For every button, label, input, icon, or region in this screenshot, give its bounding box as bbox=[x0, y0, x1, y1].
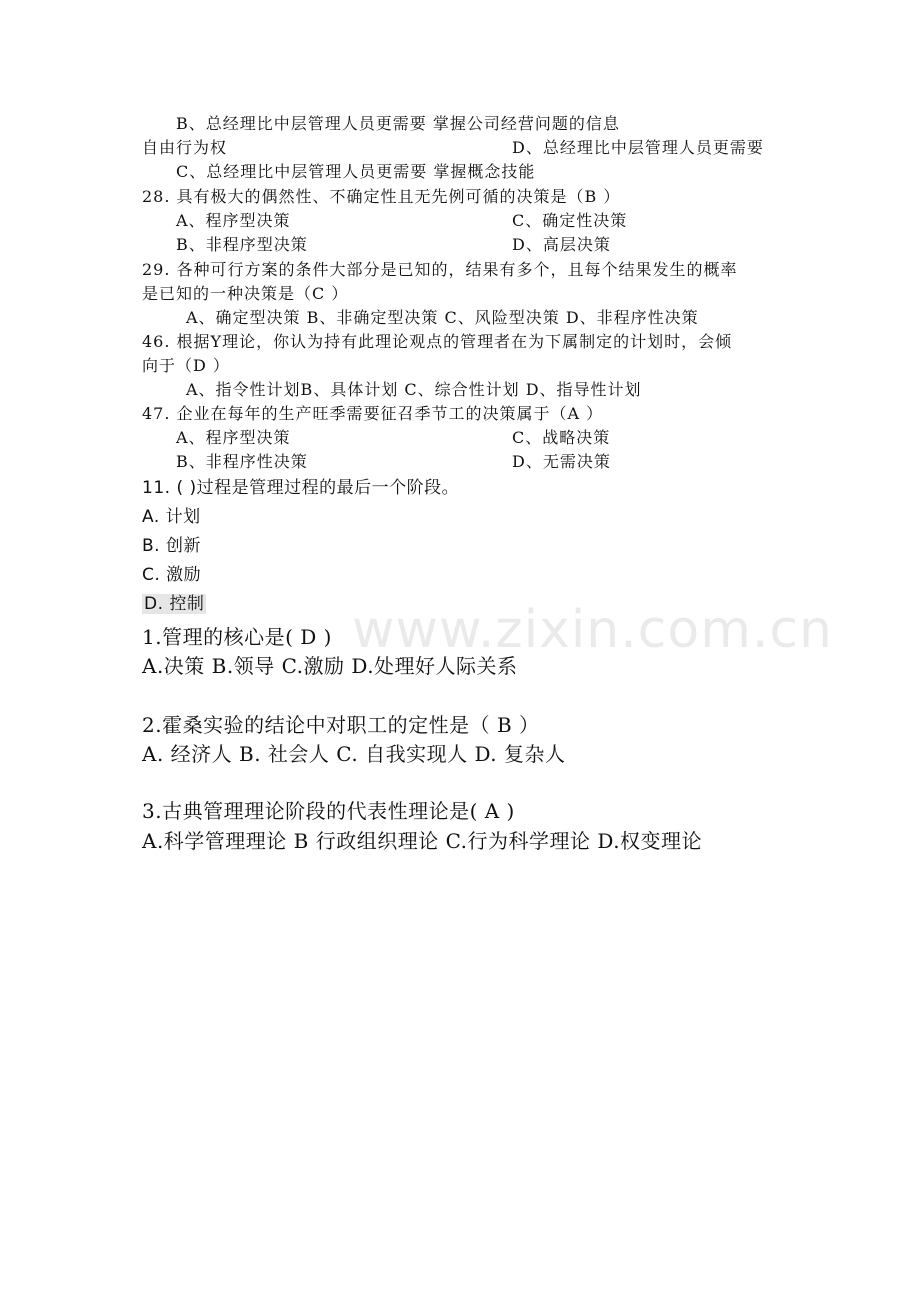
question-29-cont: 是已知的一种决策是（C ） bbox=[142, 284, 349, 303]
option-line: A、确定型决策 B、非确定型决策 C、风险型决策 D、非程序性决策 bbox=[186, 308, 699, 327]
option-line: C、总经理比中层管理人员更需要 掌握概念技能 bbox=[176, 162, 536, 181]
option-line: D、总经理比中层管理人员更需要 bbox=[512, 138, 764, 157]
option-line: A. 经济人 B. 社会人 C. 自我实现人 D. 复杂人 bbox=[142, 742, 566, 766]
option-line: A. 计划 bbox=[142, 507, 201, 527]
option-line: B、非程序型决策 bbox=[176, 235, 308, 254]
option-line: B. 创新 bbox=[142, 536, 201, 556]
option-line: A、程序型决策 bbox=[176, 211, 291, 230]
option-line: D、无需决策 bbox=[512, 452, 611, 471]
highlighted-option: D. 控制 bbox=[144, 594, 205, 614]
option-line: B、非程序性决策 bbox=[176, 452, 308, 471]
option-line: A、指令性计划B、具体计划 C、综合性计划 D、指导性计划 bbox=[186, 380, 642, 399]
option-line: B、总经理比中层管理人员更需要 掌握公司经营问题的信息 bbox=[176, 114, 620, 133]
option-line: A.决策 B.领导 C.激励 D.处理好人际关系 bbox=[142, 654, 518, 678]
option-line bbox=[142, 594, 206, 614]
question-46: 46. 根据Y理论，你认为持有此理论观点的管理者在为下属制定的计划时，会倾 bbox=[142, 332, 733, 351]
option-line: A.科学管理理论 B 行政组织理论 C.行为科学理论 D.权变理论 bbox=[142, 829, 703, 853]
option-line: 自由行为权 bbox=[142, 138, 228, 157]
question-1: 1.管理的核心是( D ) bbox=[142, 625, 332, 649]
question-3: 3.古典管理理论阶段的代表性理论是( A ) bbox=[142, 799, 515, 823]
option-line: A、程序型决策 bbox=[176, 428, 291, 447]
question-29: 29. 各种可行方案的条件大部分是已知的，结果有多个，且每个结果发生的概率 bbox=[142, 260, 738, 279]
question-46-cont: 向于（D ） bbox=[142, 356, 230, 375]
option-line: C. 激励 bbox=[142, 565, 202, 585]
question-2: 2.霍桑实验的结论中对职工的定性是（ B ） bbox=[142, 713, 540, 737]
option-line: D、高层决策 bbox=[512, 235, 611, 254]
question-28: 28. 具有极大的偶然性、不确定性且无先例可循的决策是（B ） bbox=[142, 187, 621, 206]
watermark: www.zixin.com.cn bbox=[352, 600, 833, 660]
question-47: 47. 企业在每年的生产旺季需要征召季节工的决策属于（A ） bbox=[142, 404, 604, 423]
question-11: 11. ( )过程是管理过程的最后一个阶段。 bbox=[142, 478, 460, 498]
option-line: C、确定性决策 bbox=[512, 211, 628, 230]
option-line: C、战略决策 bbox=[512, 428, 611, 447]
